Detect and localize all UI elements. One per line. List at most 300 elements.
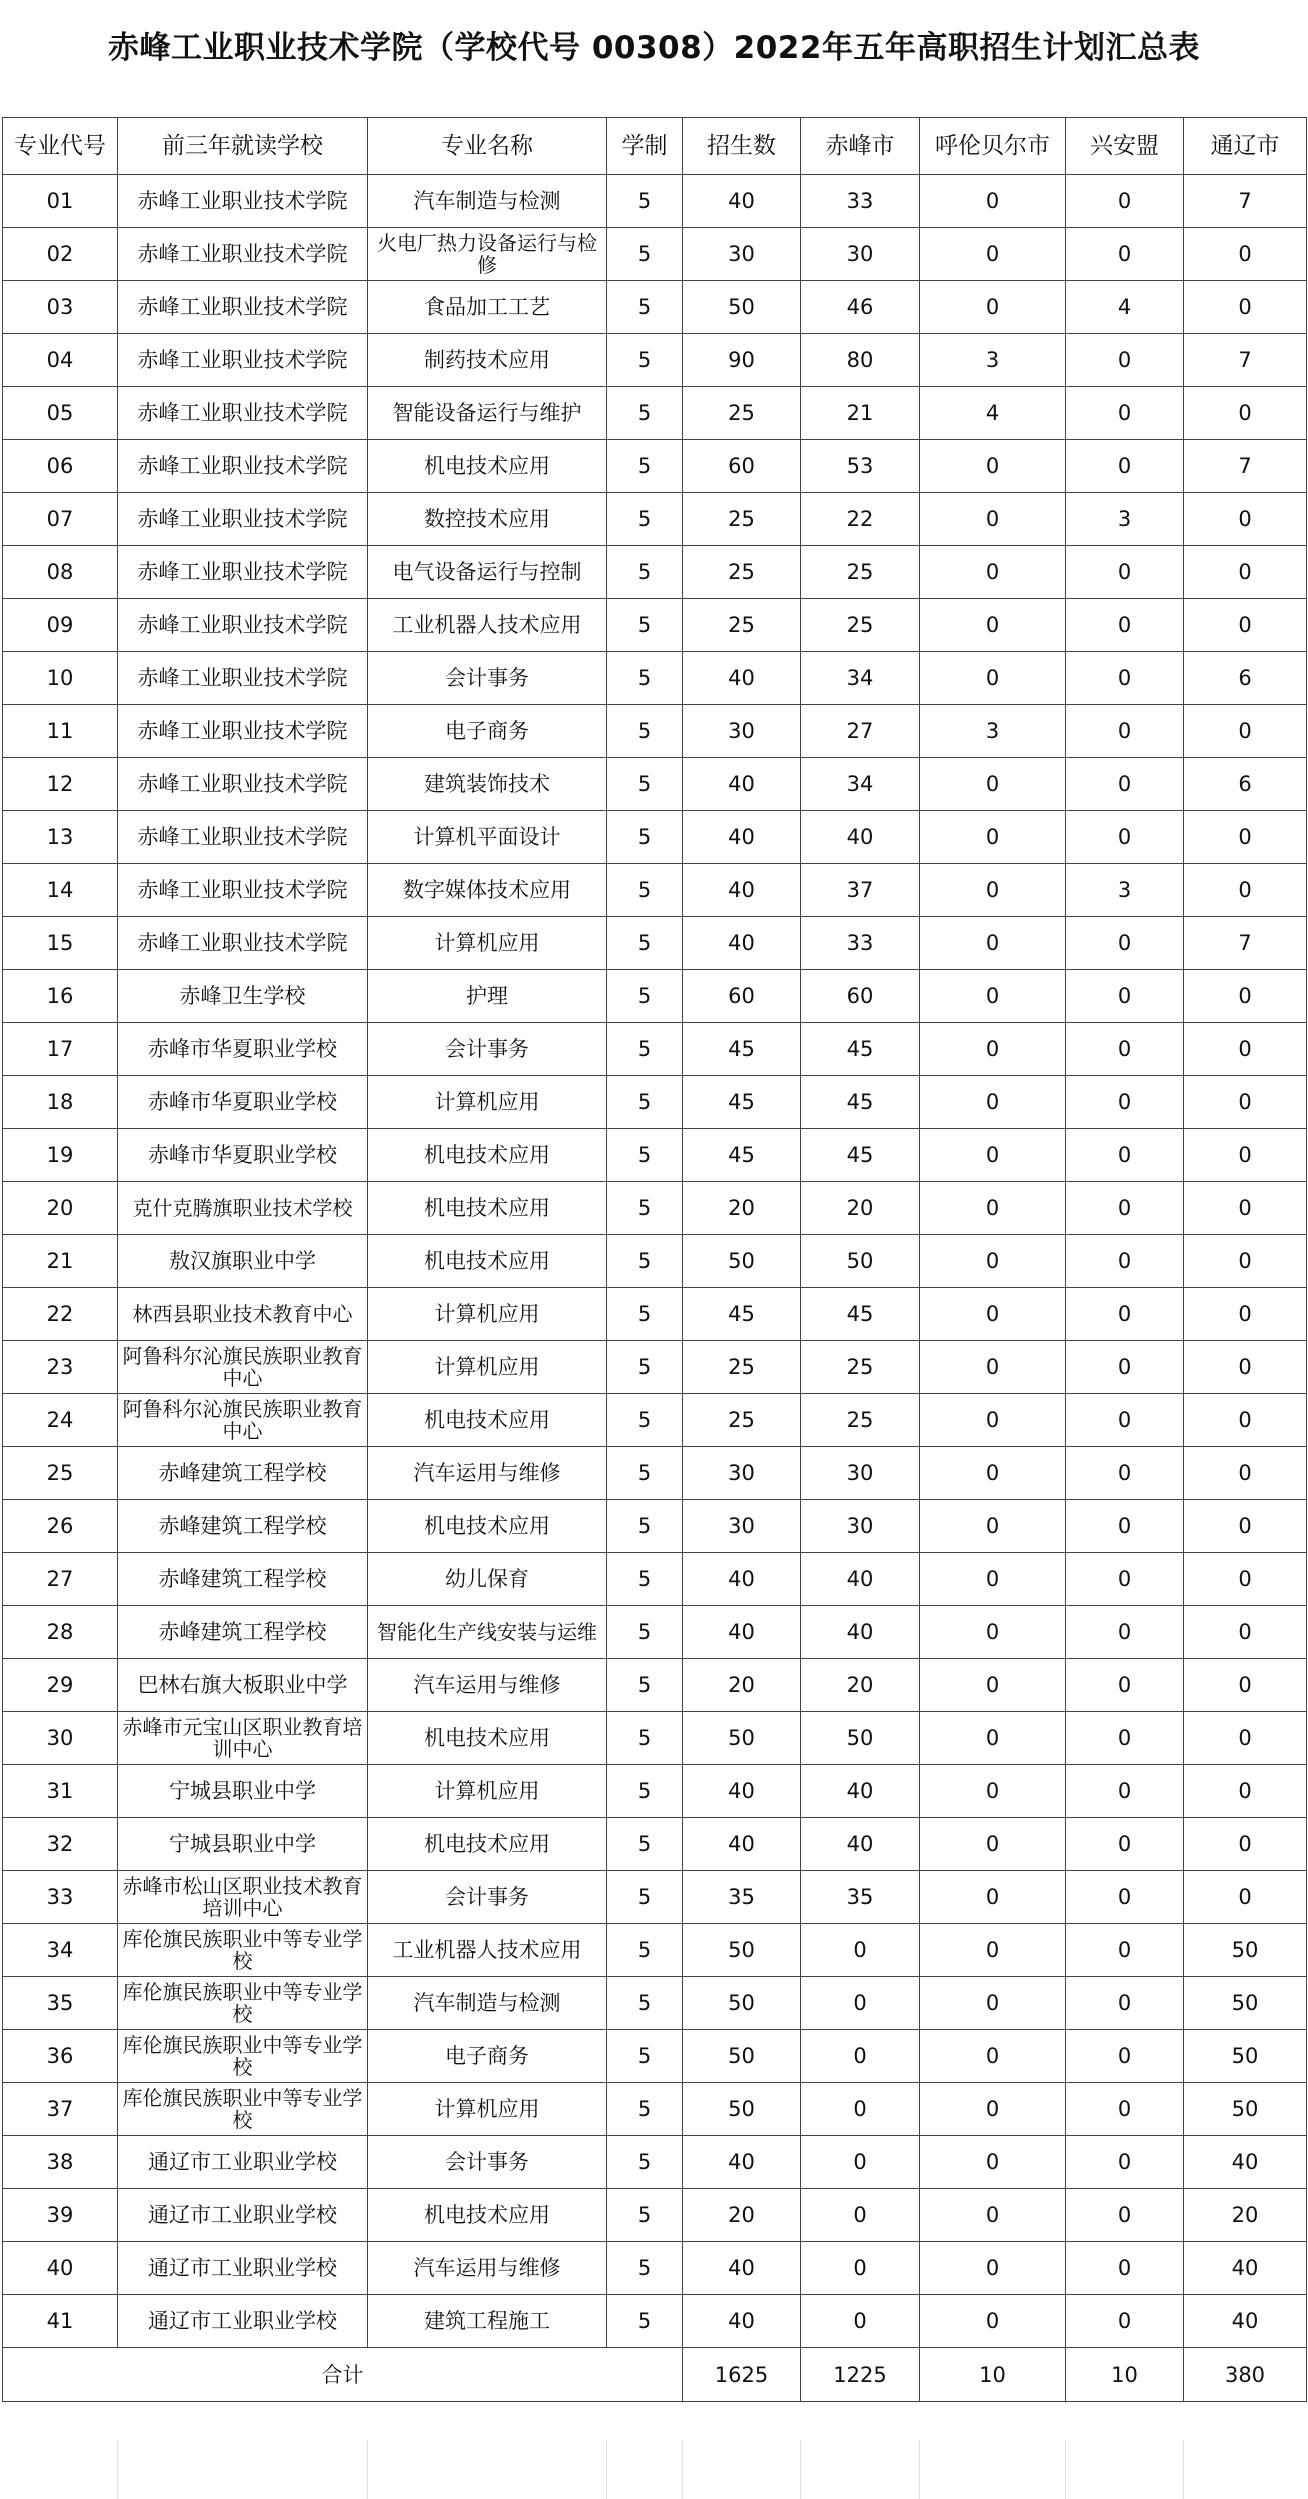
cell-school: 赤峰工业职业技术学院 — [118, 334, 368, 387]
cell-xinganmeng: 0 — [1066, 1871, 1184, 1924]
cell-xinganmeng: 0 — [1066, 1818, 1184, 1871]
cell-major-code: 41 — [3, 2295, 118, 2348]
total-label: 合计 — [3, 2348, 683, 2402]
header-cell-xinganmeng: 兴安盟 — [1066, 118, 1184, 175]
cell-enrollment: 20 — [683, 1659, 801, 1712]
cell-duration: 5 — [607, 2242, 683, 2295]
cell-hulunbuir: 0 — [920, 546, 1066, 599]
cell-hulunbuir: 0 — [920, 1818, 1066, 1871]
cell-school: 阿鲁科尔沁旗民族职业教育中心 — [118, 1394, 368, 1447]
cell-school: 库伦旗民族职业中等专业学校 — [118, 2083, 368, 2136]
cell-chifeng: 30 — [801, 1447, 920, 1500]
cell-chifeng: 46 — [801, 281, 920, 334]
cell-xinganmeng: 0 — [1066, 2136, 1184, 2189]
cell-enrollment: 50 — [683, 1924, 801, 1977]
cell-hulunbuir: 3 — [920, 334, 1066, 387]
cell-chifeng: 25 — [801, 1394, 920, 1447]
cell-hulunbuir: 0 — [920, 1288, 1066, 1341]
gridline — [606, 2440, 607, 2499]
table-row — [3, 599, 1307, 652]
cell-major-code: 27 — [3, 1553, 118, 1606]
cell-major-code: 37 — [3, 2083, 118, 2136]
cell-tongliao: 0 — [1184, 387, 1307, 440]
cell-tongliao: 7 — [1184, 440, 1307, 493]
cell-duration: 5 — [607, 970, 683, 1023]
cell-duration: 5 — [607, 228, 683, 281]
cell-major-name: 计算机应用 — [368, 2083, 607, 2136]
table-row — [3, 2083, 1307, 2136]
cell-school: 赤峰卫生学校 — [118, 970, 368, 1023]
cell-duration: 5 — [607, 1606, 683, 1659]
cell-enrollment: 60 — [683, 970, 801, 1023]
table-row — [3, 1076, 1307, 1129]
cell-hulunbuir: 0 — [920, 440, 1066, 493]
table-row — [3, 175, 1307, 228]
cell-major-name: 汽车运用与维修 — [368, 2242, 607, 2295]
gridline — [367, 2440, 368, 2499]
cell-chifeng: 45 — [801, 1129, 920, 1182]
cell-major-name: 建筑装饰技术 — [368, 758, 607, 811]
cell-enrollment: 60 — [683, 440, 801, 493]
cell-hulunbuir: 0 — [920, 1712, 1066, 1765]
cell-duration: 5 — [607, 811, 683, 864]
cell-duration: 5 — [607, 1924, 683, 1977]
header-row — [3, 118, 1307, 175]
cell-duration: 5 — [607, 1500, 683, 1553]
cell-enrollment: 40 — [683, 1765, 801, 1818]
cell-major-code: 01 — [3, 175, 118, 228]
header-cell-major-name: 专业名称 — [368, 118, 607, 175]
cell-chifeng: 40 — [801, 811, 920, 864]
cell-enrollment: 50 — [683, 2083, 801, 2136]
cell-enrollment: 50 — [683, 2030, 801, 2083]
total-tongliao: 380 — [1184, 2348, 1307, 2402]
cell-chifeng: 34 — [801, 758, 920, 811]
cell-major-code: 26 — [3, 1500, 118, 1553]
cell-tongliao: 7 — [1184, 917, 1307, 970]
cell-enrollment: 50 — [683, 1977, 801, 2030]
cell-major-code: 22 — [3, 1288, 118, 1341]
cell-major-code: 29 — [3, 1659, 118, 1712]
cell-major-name: 智能设备运行与维护 — [368, 387, 607, 440]
table-row — [3, 652, 1307, 705]
cell-school: 通辽市工业职业学校 — [118, 2136, 368, 2189]
cell-enrollment: 40 — [683, 2295, 801, 2348]
cell-enrollment: 45 — [683, 1076, 801, 1129]
cell-school: 阿鲁科尔沁旗民族职业教育中心 — [118, 1341, 368, 1394]
cell-tongliao: 6 — [1184, 758, 1307, 811]
cell-major-code: 28 — [3, 1606, 118, 1659]
cell-tongliao: 0 — [1184, 281, 1307, 334]
table-row — [3, 1871, 1307, 1924]
cell-tongliao: 0 — [1184, 970, 1307, 1023]
cell-hulunbuir: 4 — [920, 387, 1066, 440]
total-chifeng: 1225 — [801, 2348, 920, 2402]
cell-major-name: 数控技术应用 — [368, 493, 607, 546]
cell-hulunbuir: 0 — [920, 1977, 1066, 2030]
cell-chifeng: 50 — [801, 1235, 920, 1288]
cell-hulunbuir: 0 — [920, 493, 1066, 546]
cell-xinganmeng: 0 — [1066, 546, 1184, 599]
cell-major-code: 08 — [3, 546, 118, 599]
cell-xinganmeng: 0 — [1066, 1659, 1184, 1712]
cell-chifeng: 40 — [801, 1553, 920, 1606]
cell-duration: 5 — [607, 334, 683, 387]
cell-tongliao: 0 — [1184, 811, 1307, 864]
cell-enrollment: 40 — [683, 811, 801, 864]
cell-enrollment: 25 — [683, 1394, 801, 1447]
table-body — [3, 175, 1307, 2348]
cell-major-code: 06 — [3, 440, 118, 493]
table-row — [3, 440, 1307, 493]
cell-chifeng: 45 — [801, 1076, 920, 1129]
cell-duration: 5 — [607, 917, 683, 970]
cell-school: 赤峰建筑工程学校 — [118, 1553, 368, 1606]
cell-xinganmeng: 0 — [1066, 599, 1184, 652]
cell-chifeng: 25 — [801, 1341, 920, 1394]
cell-duration: 5 — [607, 1447, 683, 1500]
cell-hulunbuir: 0 — [920, 1129, 1066, 1182]
cell-tongliao: 0 — [1184, 1341, 1307, 1394]
cell-xinganmeng: 0 — [1066, 1606, 1184, 1659]
table-row — [3, 1235, 1307, 1288]
cell-xinganmeng: 4 — [1066, 281, 1184, 334]
cell-hulunbuir: 3 — [920, 705, 1066, 758]
cell-major-name: 会计事务 — [368, 1871, 607, 1924]
cell-duration: 5 — [607, 1765, 683, 1818]
cell-school: 赤峰工业职业技术学院 — [118, 387, 368, 440]
cell-xinganmeng: 0 — [1066, 1129, 1184, 1182]
cell-major-name: 机电技术应用 — [368, 1712, 607, 1765]
cell-chifeng: 30 — [801, 1500, 920, 1553]
cell-enrollment: 45 — [683, 1129, 801, 1182]
cell-school: 赤峰工业职业技术学院 — [118, 546, 368, 599]
cell-major-name: 制药技术应用 — [368, 334, 607, 387]
cell-chifeng: 0 — [801, 2242, 920, 2295]
cell-major-code: 40 — [3, 2242, 118, 2295]
cell-chifeng: 35 — [801, 1871, 920, 1924]
cell-major-code: 10 — [3, 652, 118, 705]
cell-hulunbuir: 0 — [920, 1924, 1066, 1977]
cell-school: 赤峰市元宝山区职业教育培训中心 — [118, 1712, 368, 1765]
cell-xinganmeng: 0 — [1066, 1553, 1184, 1606]
gridline — [1065, 2440, 1066, 2499]
cell-major-code: 14 — [3, 864, 118, 917]
cell-school: 宁城县职业中学 — [118, 1818, 368, 1871]
cell-hulunbuir: 0 — [920, 1235, 1066, 1288]
cell-chifeng: 33 — [801, 175, 920, 228]
table-row — [3, 864, 1307, 917]
cell-enrollment: 20 — [683, 2189, 801, 2242]
table-row — [3, 1182, 1307, 1235]
cell-xinganmeng: 0 — [1066, 387, 1184, 440]
cell-enrollment: 40 — [683, 175, 801, 228]
cell-duration: 5 — [607, 281, 683, 334]
cell-xinganmeng: 0 — [1066, 1765, 1184, 1818]
cell-duration: 5 — [607, 1871, 683, 1924]
cell-xinganmeng: 0 — [1066, 2189, 1184, 2242]
cell-school: 赤峰市华夏职业学校 — [118, 1023, 368, 1076]
table-row — [3, 705, 1307, 758]
cell-school: 赤峰市松山区职业技术教育培训中心 — [118, 1871, 368, 1924]
cell-chifeng: 53 — [801, 440, 920, 493]
cell-major-name: 计算机应用 — [368, 917, 607, 970]
cell-tongliao: 0 — [1184, 705, 1307, 758]
cell-major-code: 12 — [3, 758, 118, 811]
cell-enrollment: 40 — [683, 1818, 801, 1871]
cell-xinganmeng: 0 — [1066, 1235, 1184, 1288]
cell-xinganmeng: 0 — [1066, 1023, 1184, 1076]
table-row — [3, 1924, 1307, 1977]
cell-xinganmeng: 0 — [1066, 1182, 1184, 1235]
table-row — [3, 1606, 1307, 1659]
cell-school: 通辽市工业职业学校 — [118, 2242, 368, 2295]
table-row — [3, 758, 1307, 811]
cell-xinganmeng: 0 — [1066, 1447, 1184, 1500]
cell-major-name: 汽车制造与检测 — [368, 175, 607, 228]
cell-duration: 5 — [607, 1288, 683, 1341]
cell-school: 赤峰工业职业技术学院 — [118, 652, 368, 705]
cell-major-code: 02 — [3, 228, 118, 281]
cell-school: 赤峰建筑工程学校 — [118, 1447, 368, 1500]
gridline — [682, 2440, 683, 2499]
cell-tongliao: 6 — [1184, 652, 1307, 705]
gridline — [800, 2440, 801, 2499]
header-cell-school: 前三年就读学校 — [118, 118, 368, 175]
cell-duration: 5 — [607, 1235, 683, 1288]
cell-chifeng: 33 — [801, 917, 920, 970]
cell-major-code: 20 — [3, 1182, 118, 1235]
cell-enrollment: 35 — [683, 1871, 801, 1924]
cell-chifeng: 34 — [801, 652, 920, 705]
cell-duration: 5 — [607, 1129, 683, 1182]
cell-tongliao: 0 — [1184, 1447, 1307, 1500]
cell-xinganmeng: 0 — [1066, 2242, 1184, 2295]
cell-major-code: 39 — [3, 2189, 118, 2242]
cell-major-name: 计算机应用 — [368, 1765, 607, 1818]
cell-hulunbuir: 0 — [920, 1606, 1066, 1659]
cell-hulunbuir: 0 — [920, 281, 1066, 334]
cell-major-name: 智能化生产线安装与运维 — [368, 1606, 607, 1659]
cell-tongliao: 0 — [1184, 864, 1307, 917]
cell-duration: 5 — [607, 1977, 683, 2030]
cell-tongliao: 0 — [1184, 1659, 1307, 1712]
cell-tongliao: 0 — [1184, 1765, 1307, 1818]
cell-major-name: 机电技术应用 — [368, 1394, 607, 1447]
cell-tongliao: 0 — [1184, 546, 1307, 599]
cell-major-name: 建筑工程施工 — [368, 2295, 607, 2348]
cell-enrollment: 25 — [683, 599, 801, 652]
cell-major-name: 机电技术应用 — [368, 1182, 607, 1235]
cell-major-name: 机电技术应用 — [368, 1235, 607, 1288]
cell-chifeng: 0 — [801, 1924, 920, 1977]
total-hulunbuir: 10 — [920, 2348, 1066, 2402]
cell-school: 库伦旗民族职业中等专业学校 — [118, 2030, 368, 2083]
cell-major-name: 会计事务 — [368, 652, 607, 705]
cell-tongliao: 0 — [1184, 1182, 1307, 1235]
cell-enrollment: 40 — [683, 1606, 801, 1659]
cell-chifeng: 45 — [801, 1023, 920, 1076]
cell-duration: 5 — [607, 175, 683, 228]
cell-major-name: 计算机平面设计 — [368, 811, 607, 864]
page-title: 赤峰工业职业技术学院（学校代号 00308）2022年五年高职招生计划汇总表 — [108, 30, 1200, 66]
cell-hulunbuir: 0 — [920, 228, 1066, 281]
cell-xinganmeng: 0 — [1066, 175, 1184, 228]
cell-major-code: 11 — [3, 705, 118, 758]
cell-major-code: 19 — [3, 1129, 118, 1182]
cell-major-name: 工业机器人技术应用 — [368, 1924, 607, 1977]
cell-duration: 5 — [607, 864, 683, 917]
cell-tongliao: 0 — [1184, 1606, 1307, 1659]
cell-tongliao: 0 — [1184, 228, 1307, 281]
cell-chifeng: 30 — [801, 228, 920, 281]
table-row — [3, 1023, 1307, 1076]
cell-duration: 5 — [607, 546, 683, 599]
cell-enrollment: 90 — [683, 334, 801, 387]
cell-major-name: 机电技术应用 — [368, 2189, 607, 2242]
cell-duration: 5 — [607, 1818, 683, 1871]
cell-major-code: 32 — [3, 1818, 118, 1871]
header-cell-chifeng: 赤峰市 — [801, 118, 920, 175]
table-row — [3, 2295, 1307, 2348]
cell-school: 赤峰工业职业技术学院 — [118, 917, 368, 970]
cell-hulunbuir: 0 — [920, 2136, 1066, 2189]
cell-school: 赤峰工业职业技术学院 — [118, 811, 368, 864]
cell-tongliao: 0 — [1184, 1288, 1307, 1341]
cell-chifeng: 60 — [801, 970, 920, 1023]
cell-major-code: 16 — [3, 970, 118, 1023]
cell-xinganmeng: 0 — [1066, 917, 1184, 970]
cell-school: 赤峰市华夏职业学校 — [118, 1129, 368, 1182]
table-row — [3, 228, 1307, 281]
cell-chifeng: 0 — [801, 2189, 920, 2242]
cell-tongliao: 0 — [1184, 1394, 1307, 1447]
cell-chifeng: 20 — [801, 1182, 920, 1235]
cell-school: 赤峰工业职业技术学院 — [118, 493, 368, 546]
table-row — [3, 2136, 1307, 2189]
cell-major-name: 计算机应用 — [368, 1288, 607, 1341]
table-row — [3, 1818, 1307, 1871]
cell-school: 赤峰工业职业技术学院 — [118, 599, 368, 652]
cell-duration: 5 — [607, 758, 683, 811]
cell-enrollment: 45 — [683, 1023, 801, 1076]
cell-xinganmeng: 3 — [1066, 493, 1184, 546]
cell-hulunbuir: 0 — [920, 864, 1066, 917]
cell-tongliao: 0 — [1184, 1712, 1307, 1765]
cell-enrollment: 30 — [683, 228, 801, 281]
cell-hulunbuir: 0 — [920, 1182, 1066, 1235]
cell-tongliao: 0 — [1184, 1871, 1307, 1924]
table-row — [3, 1129, 1307, 1182]
table-row — [3, 811, 1307, 864]
table-row — [3, 281, 1307, 334]
cell-xinganmeng: 0 — [1066, 1394, 1184, 1447]
cell-enrollment: 40 — [683, 1553, 801, 1606]
cell-major-code: 05 — [3, 387, 118, 440]
cell-major-name: 幼儿保育 — [368, 1553, 607, 1606]
cell-duration: 5 — [607, 2030, 683, 2083]
cell-chifeng: 80 — [801, 334, 920, 387]
cell-major-code: 04 — [3, 334, 118, 387]
cell-duration: 5 — [607, 652, 683, 705]
cell-major-name: 机电技术应用 — [368, 1129, 607, 1182]
header-cell-duration: 学制 — [607, 118, 683, 175]
cell-school: 赤峰市华夏职业学校 — [118, 1076, 368, 1129]
cell-school: 赤峰工业职业技术学院 — [118, 758, 368, 811]
cell-major-name: 电气设备运行与控制 — [368, 546, 607, 599]
cell-chifeng: 25 — [801, 546, 920, 599]
cell-major-name: 计算机应用 — [368, 1341, 607, 1394]
cell-enrollment: 40 — [683, 864, 801, 917]
cell-major-name: 汽车运用与维修 — [368, 1447, 607, 1500]
cell-enrollment: 25 — [683, 493, 801, 546]
cell-major-code: 15 — [3, 917, 118, 970]
cell-xinganmeng: 0 — [1066, 652, 1184, 705]
cell-tongliao: 0 — [1184, 1023, 1307, 1076]
cell-major-code: 31 — [3, 1765, 118, 1818]
cell-major-code: 09 — [3, 599, 118, 652]
cell-tongliao: 50 — [1184, 2030, 1307, 2083]
header-cell-enrollment: 招生数 — [683, 118, 801, 175]
cell-xinganmeng: 0 — [1066, 2295, 1184, 2348]
cell-school: 通辽市工业职业学校 — [118, 2189, 368, 2242]
cell-school: 赤峰工业职业技术学院 — [118, 175, 368, 228]
cell-xinganmeng: 0 — [1066, 1924, 1184, 1977]
cell-tongliao: 50 — [1184, 2083, 1307, 2136]
cell-school: 库伦旗民族职业中等专业学校 — [118, 1977, 368, 2030]
cell-chifeng: 0 — [801, 2083, 920, 2136]
cell-enrollment: 50 — [683, 281, 801, 334]
cell-hulunbuir: 0 — [920, 599, 1066, 652]
cell-major-name: 火电厂热力设备运行与检修 — [368, 228, 607, 281]
cell-major-name: 食品加工工艺 — [368, 281, 607, 334]
total-xinganmeng: 10 — [1066, 2348, 1184, 2402]
cell-hulunbuir: 0 — [920, 1394, 1066, 1447]
cell-enrollment: 30 — [683, 1500, 801, 1553]
cell-tongliao: 0 — [1184, 493, 1307, 546]
cell-major-code: 23 — [3, 1341, 118, 1394]
cell-chifeng: 40 — [801, 1818, 920, 1871]
cell-major-code: 17 — [3, 1023, 118, 1076]
cell-major-code: 07 — [3, 493, 118, 546]
cell-enrollment: 40 — [683, 2136, 801, 2189]
table-row — [3, 917, 1307, 970]
cell-tongliao: 0 — [1184, 1500, 1307, 1553]
cell-hulunbuir: 0 — [920, 2295, 1066, 2348]
cell-major-name: 会计事务 — [368, 1023, 607, 1076]
cell-hulunbuir: 0 — [920, 917, 1066, 970]
cell-xinganmeng: 0 — [1066, 1500, 1184, 1553]
cell-major-name: 电子商务 — [368, 705, 607, 758]
cell-xinganmeng: 0 — [1066, 970, 1184, 1023]
table-row — [3, 334, 1307, 387]
cell-chifeng: 20 — [801, 1659, 920, 1712]
cell-enrollment: 50 — [683, 1712, 801, 1765]
cell-chifeng: 0 — [801, 2136, 920, 2189]
cell-enrollment: 30 — [683, 1447, 801, 1500]
cell-tongliao: 50 — [1184, 1924, 1307, 1977]
cell-tongliao: 40 — [1184, 2136, 1307, 2189]
cell-tongliao: 50 — [1184, 1977, 1307, 2030]
cell-chifeng: 22 — [801, 493, 920, 546]
cell-chifeng: 0 — [801, 2295, 920, 2348]
cell-major-name: 工业机器人技术应用 — [368, 599, 607, 652]
cell-enrollment: 40 — [683, 2242, 801, 2295]
table-row — [3, 970, 1307, 1023]
cell-major-code: 18 — [3, 1076, 118, 1129]
cell-major-code: 24 — [3, 1394, 118, 1447]
table-row — [3, 2030, 1307, 2083]
